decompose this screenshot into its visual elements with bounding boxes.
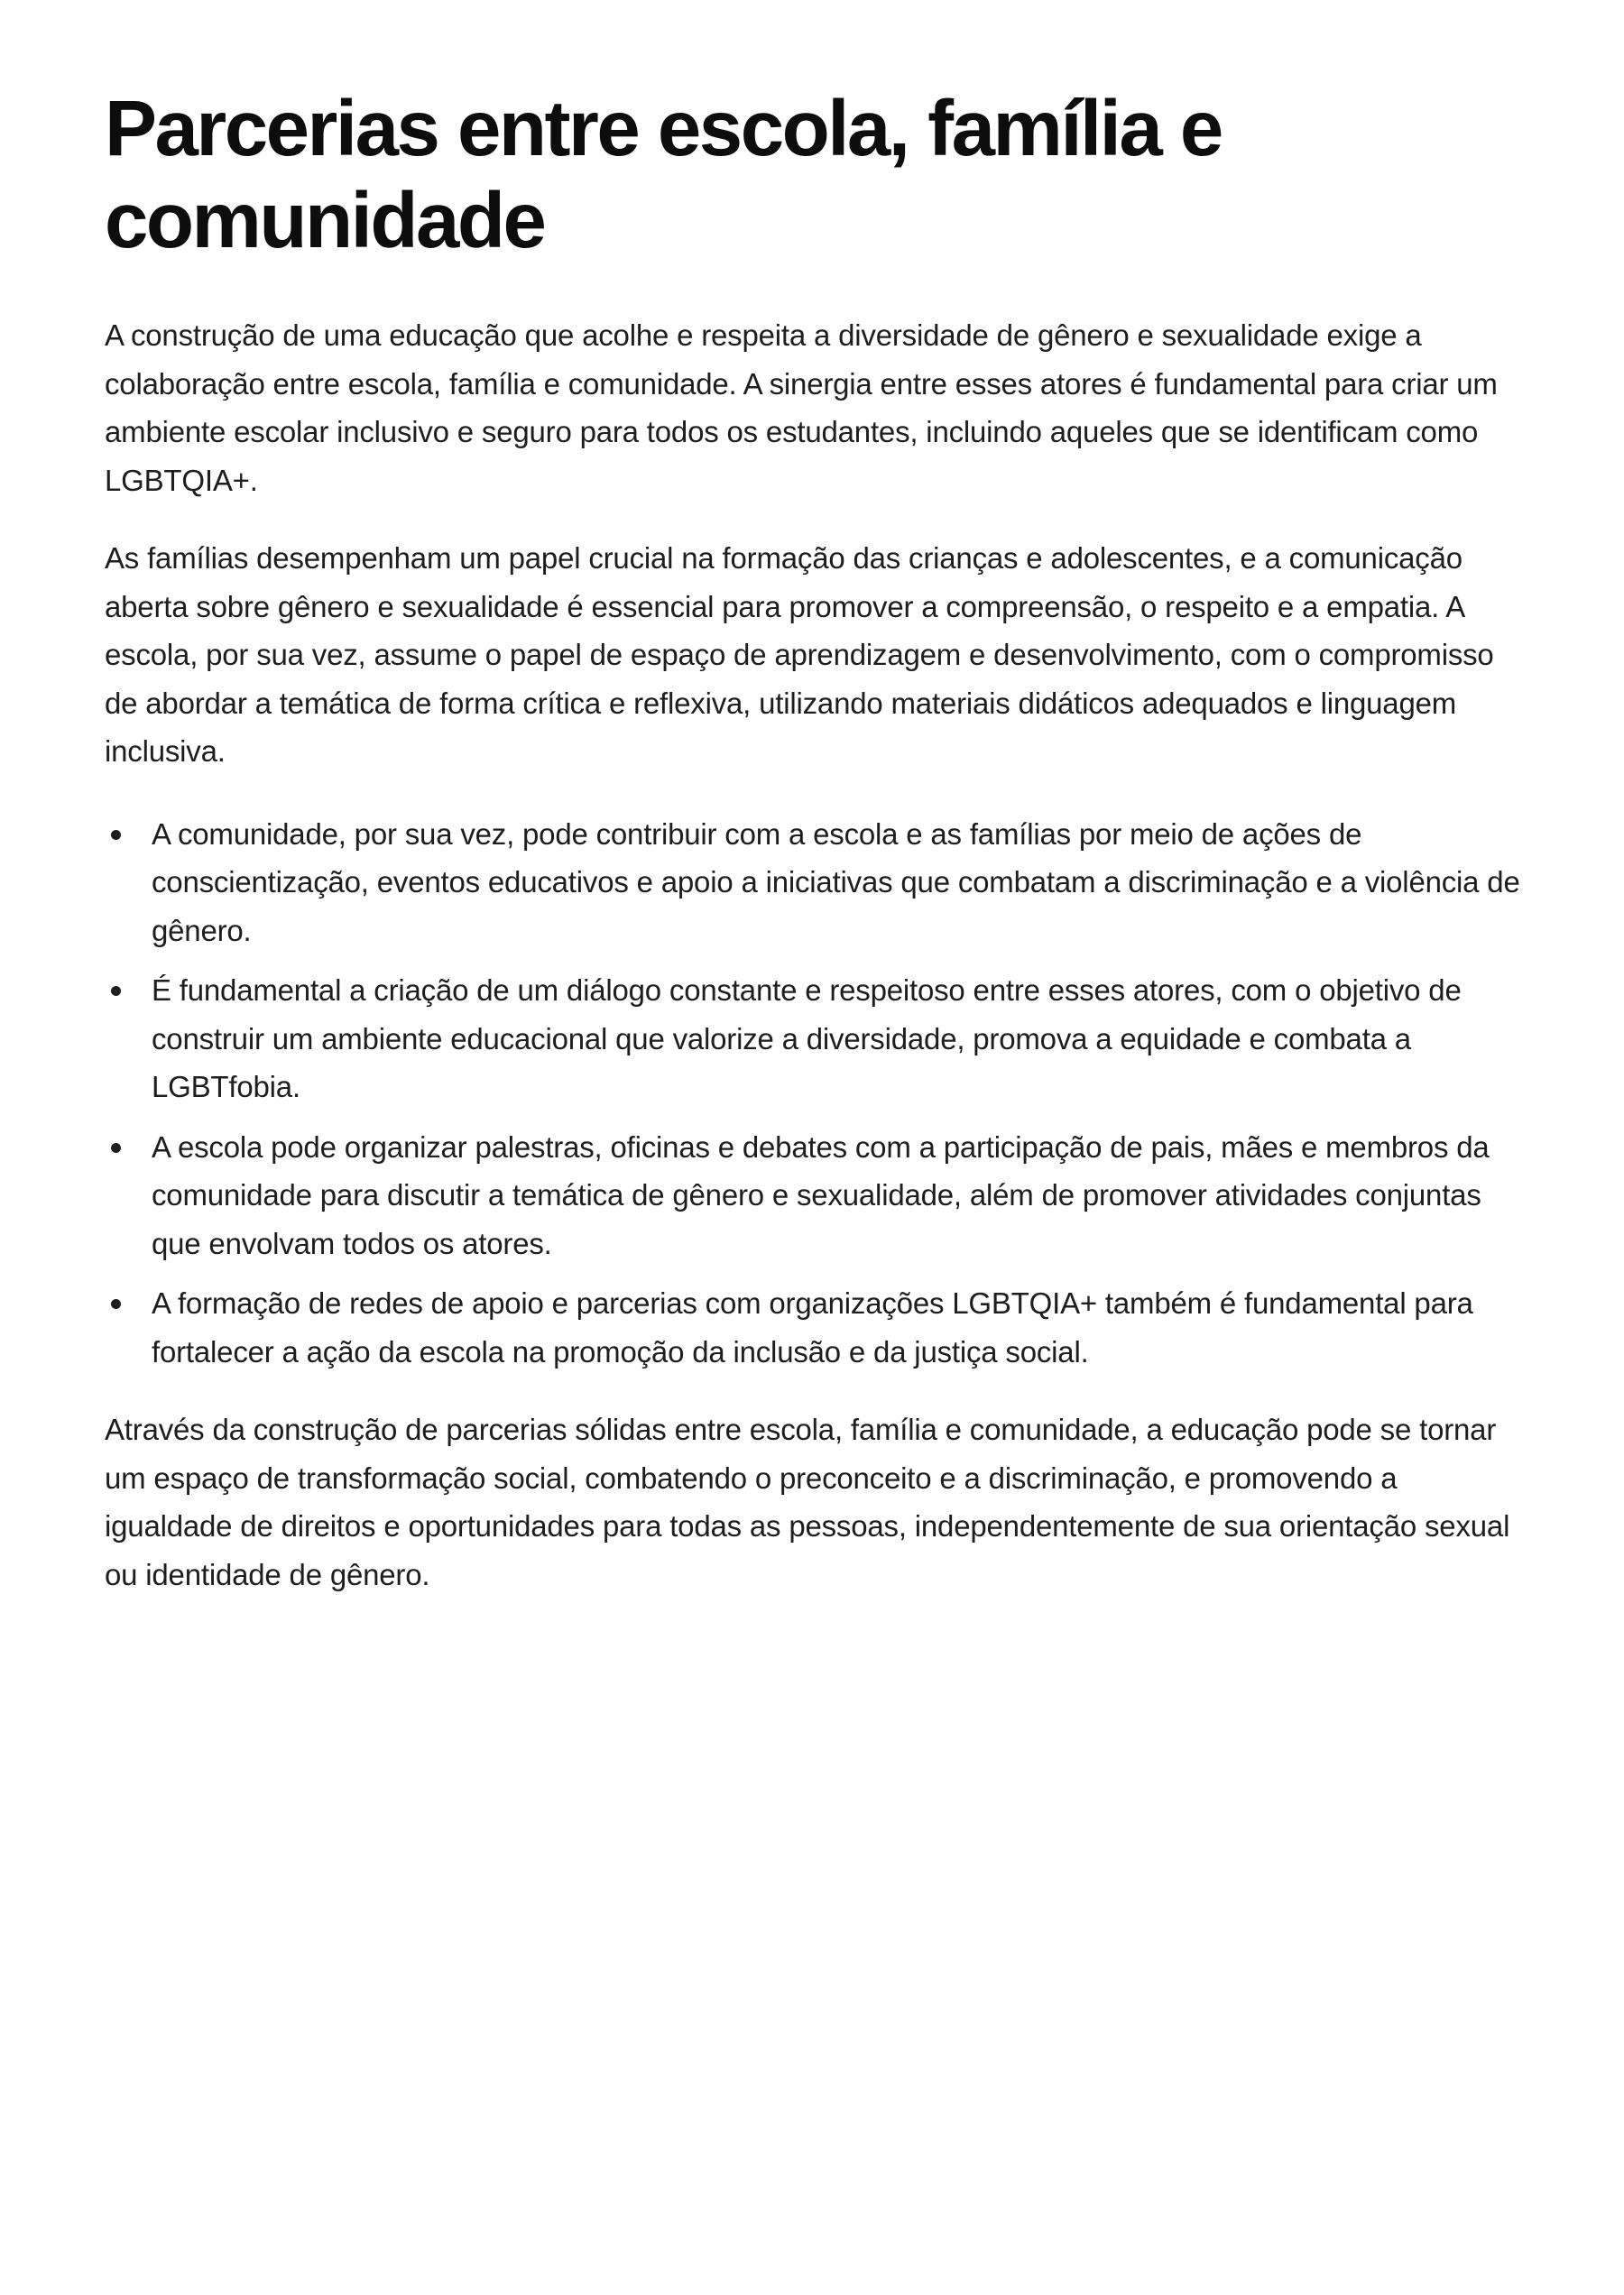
- bullet-list: [105, 810, 1530, 1377]
- list-item: [105, 1123, 1530, 1268]
- list-item: [105, 1279, 1530, 1376]
- list-item-text: A escola pode organizar palestras, oficinas e debates com a participação de pais, mães e membros da comunidade para discutir a temática de gênero e sexualidade, além de promover atividades conjuntas que envolvam todos os atores.: [152, 1129, 1490, 1260]
- list-item: [105, 966, 1530, 1111]
- page-title: Parcerias entre escola, família e comunidade: [105, 85, 1222, 264]
- families-paragraph: As famílias desempenham um papel crucial na formação das crianças e adolescentes, e a comunicação aberta sobre gênero e sexualidade é essencial para promover a compreensão, o respeito e a empatia. A escola, por sua vez, assume o papel de espaço de aprendizagem e desenvolvimento, com o compromisso de abordar a temática de forma crítica e reflexiva, utilizando materiais didáticos adequados e linguagem inclusiva.: [105, 541, 1494, 768]
- bullet-icon: [111, 1143, 121, 1153]
- list-item-text: É fundamental a criação de um diálogo constante e respeitoso entre esses atores, com o objetivo de construir um ambiente educacional que valorize a diversidade, promova a equidade e combata a LGBTfobia.: [152, 973, 1462, 1103]
- intro-paragraph: A construção de uma educação que acolhe e respeita a diversidade de gênero e sexualidade exige a colaboração entre escola, família e comunidade. A sinergia entre esses atores é fundamental para criar um ambiente escolar inclusivo e seguro para todos os estudantes, incluindo aqueles que se identificam como LGBTQIA+.: [105, 318, 1498, 497]
- closing-paragraph: Através da construção de parcerias sólidas entre escola, família e comunidade, a educação pode se tornar um espaço de transformação social, combatendo o preconceito e a discriminação, e promovendo a igualdade de direitos e oportunidades para todas as pessoas, independentemente de sua orientação sexual ou identidade de gênero.: [105, 1413, 1510, 1591]
- document-page: [105, 83, 1530, 1599]
- bullet-icon: [111, 986, 121, 996]
- bullet-icon: [111, 830, 121, 840]
- list-item: [105, 810, 1530, 955]
- bullet-icon: [111, 1299, 121, 1309]
- list-item-text: A comunidade, por sua vez, pode contribuir com a escola e as famílias por meio de ações de conscientização, eventos educativos e apoio a iniciativas que combatam a discriminação e a violência de gênero.: [152, 816, 1520, 947]
- list-item-text: A formação de redes de apoio e parcerias com organizações LGBTQIA+ também é fundamental para fortalecer a ação da escola na promoção da inclusão e da justiça social.: [152, 1286, 1473, 1369]
